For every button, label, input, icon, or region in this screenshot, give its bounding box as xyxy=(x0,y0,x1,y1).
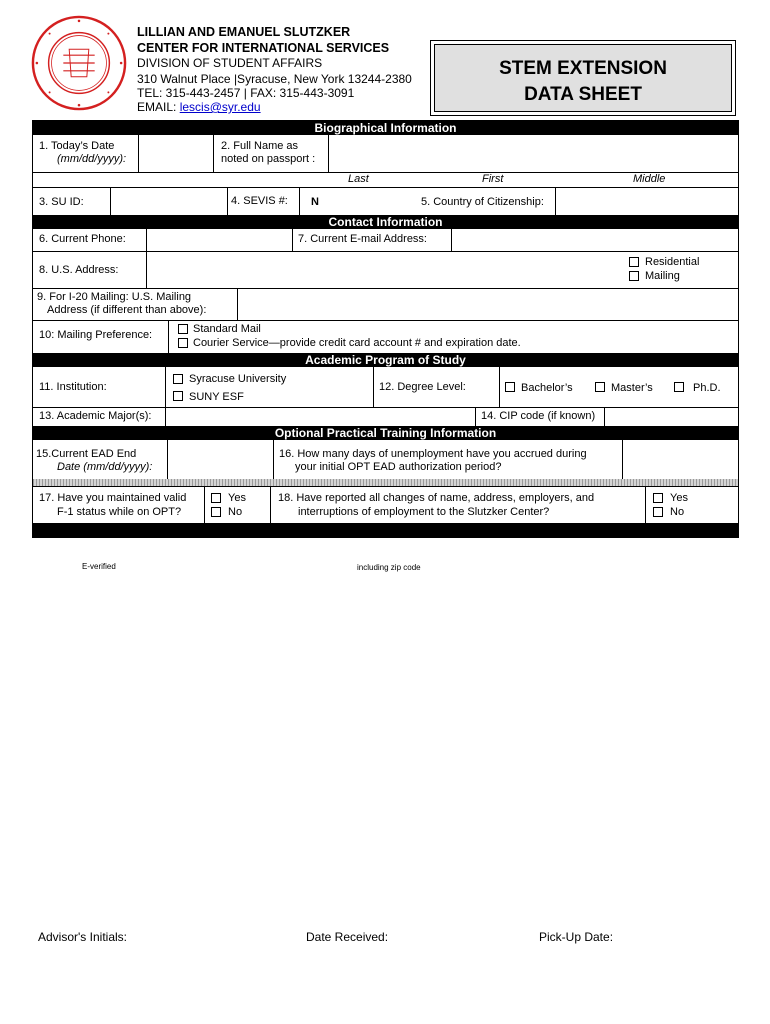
masters-label: Master’s xyxy=(611,382,653,394)
unemployment-days-label-2: your initial OPT EAD authorization period? xyxy=(295,461,502,473)
f1-status-label: 17. Have you maintained valid xyxy=(39,492,187,504)
divider-stripe xyxy=(33,479,738,486)
residential-checkbox[interactable] xyxy=(629,257,639,267)
us-address-input[interactable] xyxy=(149,254,619,285)
us-address-label: 8. U.S. Address: xyxy=(39,264,119,276)
name-middle-label: Middle xyxy=(633,173,666,185)
note-zip: including zip code xyxy=(357,563,421,572)
title-box xyxy=(430,40,736,116)
phd-checkbox[interactable] xyxy=(674,382,684,392)
full-name-label-2: noted on passport : xyxy=(221,153,316,165)
reported-no-checkbox[interactable] xyxy=(653,507,663,517)
residential-label: Residential xyxy=(645,256,700,268)
phone-fax: TEL: 315-443-2457 | FAX: 315-443-3091 xyxy=(137,86,355,100)
note-everified: E-verified xyxy=(82,562,116,571)
org-name-line-1: LILLIAN AND EMANUEL SLUTZKER xyxy=(137,25,351,39)
standard-mail-label: Standard Mail xyxy=(193,323,261,335)
unemployment-days-input[interactable] xyxy=(625,443,735,476)
email-address-label: 7. Current E-mail Address: xyxy=(298,233,427,245)
title-line-1: STEM EXTENSION xyxy=(499,58,667,79)
f1-status-yes-label: Yes xyxy=(228,492,246,504)
pickup-date-label: Pick-Up Date: xyxy=(539,930,614,944)
date-received-label: Date Received: xyxy=(306,930,389,944)
degree-level-label: 12. Degree Level: xyxy=(379,381,466,393)
courier-checkbox[interactable] xyxy=(178,338,188,348)
email-link[interactable]: lescis@syr.edu xyxy=(179,100,261,114)
country-label: 5. Country of Citizenship: xyxy=(421,196,544,208)
i20-mailing-input[interactable] xyxy=(240,291,734,317)
institution-label: 11. Institution: xyxy=(39,381,107,393)
suny-esf-label: SUNY ESF xyxy=(189,391,244,403)
f1-status-yes-checkbox[interactable] xyxy=(211,493,221,503)
cip-code-label: 14. CIP code (if known) xyxy=(481,410,596,422)
su-id-input[interactable] xyxy=(113,191,223,211)
mailing-label: Mailing xyxy=(645,270,680,282)
syracuse-label: Syracuse University xyxy=(189,373,287,385)
today-date-input[interactable] xyxy=(140,141,210,163)
section-contact: Contact Information xyxy=(33,215,738,229)
email-line xyxy=(137,100,261,114)
email-address-input[interactable] xyxy=(454,231,734,249)
reported-no-label: No xyxy=(670,506,685,518)
advisor-initials-label: Advisor's Initials: xyxy=(38,930,127,944)
mailing-pref-label: 10: Mailing Preference: xyxy=(39,329,153,341)
name-first-label: First xyxy=(482,173,504,185)
f1-status-no-label: No xyxy=(228,506,243,518)
section-opt: Optional Practical Training Information xyxy=(33,426,738,440)
address: 310 Walnut Place |Syracuse, New York 13244-2380 xyxy=(137,72,412,86)
syracuse-checkbox[interactable] xyxy=(173,374,183,384)
i20-mailing-label-2: Address (if different than above): xyxy=(47,304,207,316)
ead-end-format: Date (mm/dd/yyyy): xyxy=(57,461,153,473)
org-name-line-2: CENTER FOR INTERNATIONAL SERVICES xyxy=(137,41,390,55)
ead-end-input[interactable] xyxy=(170,443,270,476)
ead-end-label: 15.Current EAD End xyxy=(36,448,137,460)
bachelors-label: Bachelor’s xyxy=(521,382,573,394)
full-name-label: 2. Full Name as xyxy=(221,140,299,152)
full-name-input[interactable] xyxy=(333,137,733,169)
courier-label: Courier Service—provide credit card account # and expiration date. xyxy=(193,337,521,349)
name-last-label: Last xyxy=(348,173,369,185)
division: DIVISION OF STUDENT AFFAIRS xyxy=(137,56,323,70)
title-line-2: DATA SHEET xyxy=(524,84,642,105)
cip-code-input[interactable] xyxy=(607,408,735,424)
reported-changes-label-2: interruptions of employment to the Slutzker Center? xyxy=(298,506,550,518)
email-label: EMAIL: xyxy=(137,100,177,114)
country-input[interactable] xyxy=(559,191,734,211)
org-name xyxy=(137,24,389,56)
today-date-format: (mm/dd/yyyy): xyxy=(57,153,127,165)
phd-label: Ph.D. xyxy=(693,382,721,394)
masters-checkbox[interactable] xyxy=(595,382,605,392)
data-sheet-form xyxy=(32,120,739,538)
phone-input[interactable] xyxy=(149,231,289,249)
today-date-label: 1. Today’s Date xyxy=(39,140,115,152)
bachelors-checkbox[interactable] xyxy=(505,382,515,392)
sevis-label: 4. SEVIS #: xyxy=(231,195,288,207)
major-input[interactable] xyxy=(168,408,468,424)
suny-esf-checkbox[interactable] xyxy=(173,391,183,401)
reported-yes-checkbox[interactable] xyxy=(653,493,663,503)
form-bottom-bar xyxy=(33,523,738,538)
standard-mail-checkbox[interactable] xyxy=(178,324,188,334)
unemployment-days-label: 16. How many days of unemployment have you accrued during xyxy=(279,448,587,460)
i20-mailing-label: 9. For I-20 Mailing: U.S. Mailing xyxy=(37,291,192,303)
phone-label: 6. Current Phone: xyxy=(39,233,126,245)
mailing-checkbox[interactable] xyxy=(629,271,639,281)
section-biographical: Biographical Information xyxy=(33,121,738,135)
major-label: 13. Academic Major(s): xyxy=(39,410,152,422)
f1-status-label-2: F-1 status while on OPT? xyxy=(57,506,182,518)
reported-yes-label: Yes xyxy=(670,492,688,504)
reported-changes-label: 18. Have reported all changes of name, address, employers, and xyxy=(278,492,595,504)
sevis-value[interactable]: N xyxy=(311,196,319,208)
su-id-label: 3. SU ID: xyxy=(39,196,84,208)
section-academic: Academic Program of Study xyxy=(33,353,738,367)
university-seal xyxy=(30,14,128,112)
f1-status-no-checkbox[interactable] xyxy=(211,507,221,517)
